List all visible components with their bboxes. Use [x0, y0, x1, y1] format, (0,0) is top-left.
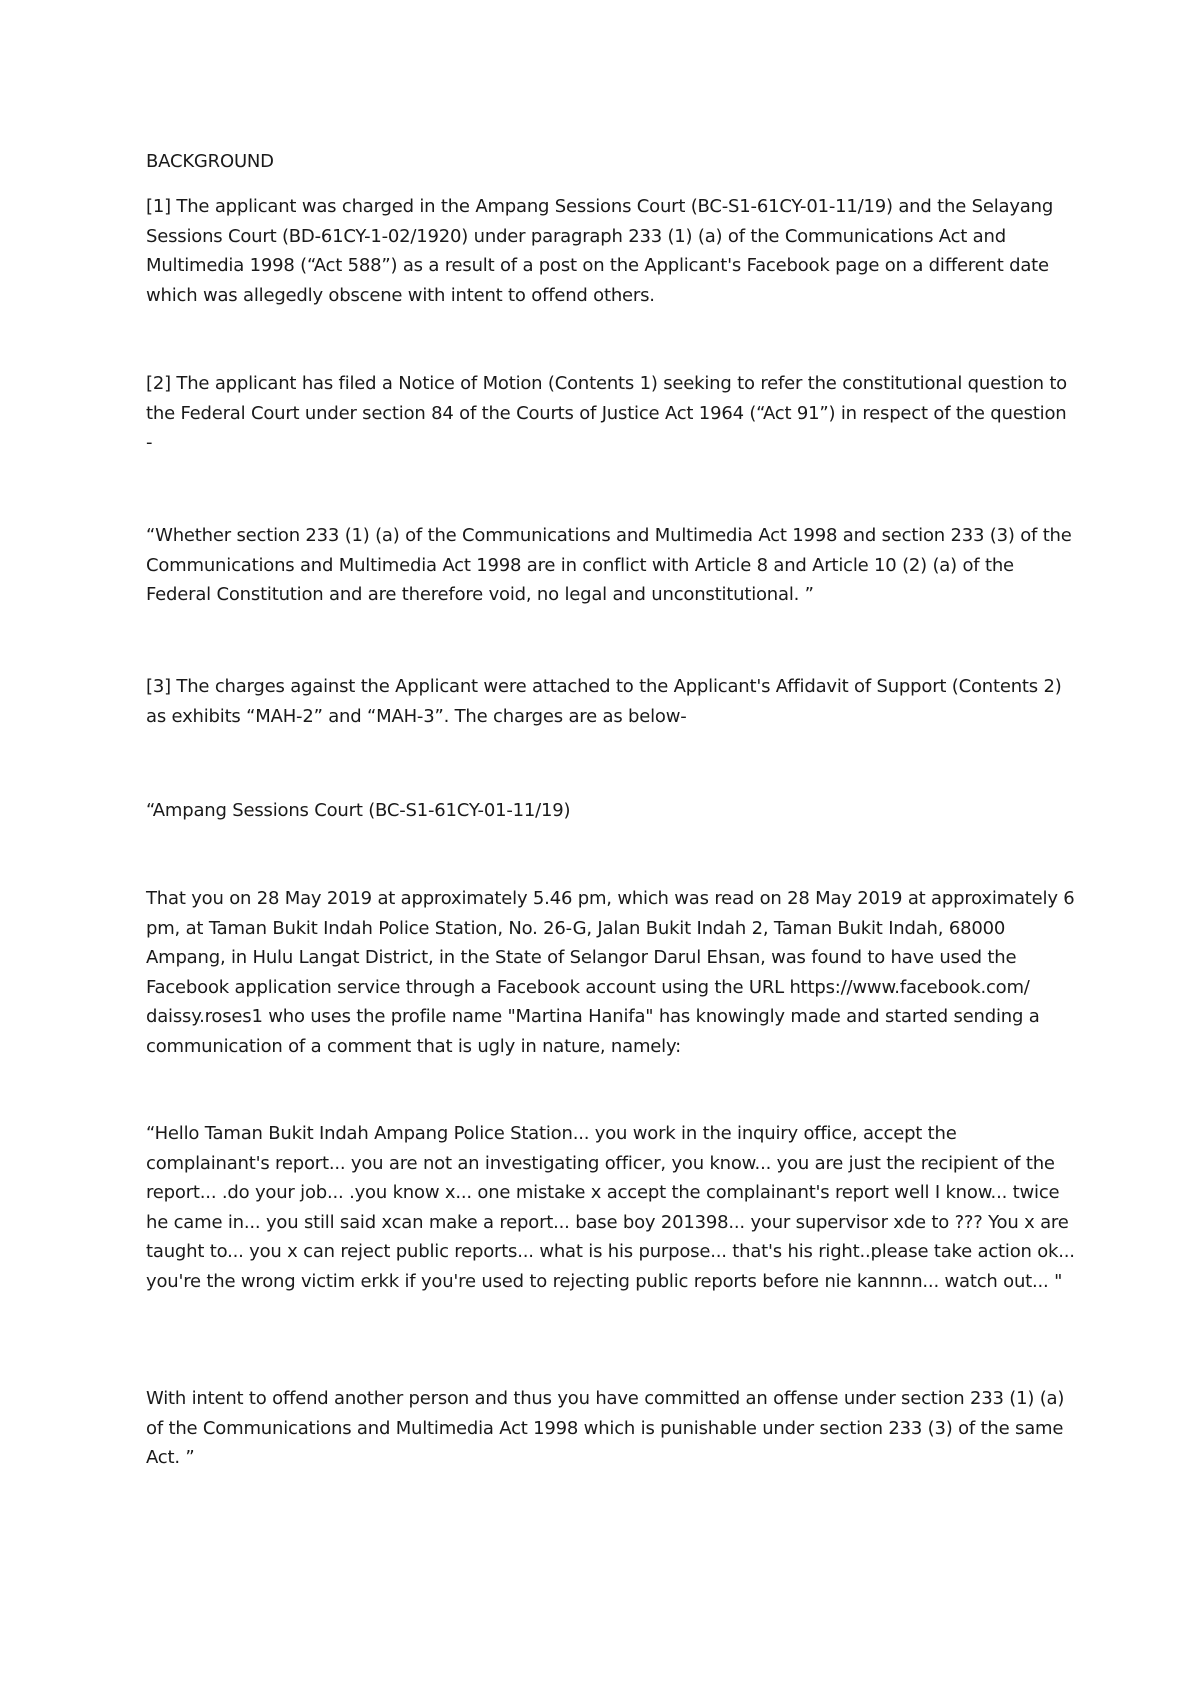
charge-court-heading: “Ampang Sessions Court (BC-S1-61CY-01-11/19)	[146, 800, 571, 821]
document-heading: BACKGROUND	[146, 151, 274, 172]
charge-description: That you on 28 May 2019 at approximately 5.46 pm, which was read on 28 May 2019 at approximately 6 pm, at Taman Bukit Indah Police Station, No. 26-G, Jalan Bukit Indah 2, Taman Bukit Indah, 68000 Ampang, in Hulu Langat District, in the State of Selangor Darul Ehsan, was found to have used the Facebook application service through a Facebook account using the URL https://www.facebook.com/ daissy.roses1 who uses the profile name "Martina Hanifa" has knowingly made and started sending a communication of a comment that is ugly in nature, namely:	[146, 888, 1075, 1057]
charge-conclusion: With intent to offend another person and thus you have committed an offense under section 233 (1) (a) of the Communications and Multimedia Act 1998 which is punishable under section 233 (3) of the same Act. ”	[146, 1388, 1065, 1468]
paragraph-3: [3] The charges against the Applicant were attached to the Applicant's Affidavit of Support (Contents 2) as exhibits “MAH-2” and “MAH-3”. The charges are as below-	[146, 676, 1062, 727]
paragraph-1: [1] The applicant was charged in the Ampang Sessions Court (BC-S1-61CY-01-11/19) and the Selayang Sessions Court (BD-61CY-1-02/1920) under paragraph 233 (1) (a) of the Communications Act and Multimedia 1998 (“Act 588”) as a result of a post on the Applicant's Facebook page on a different date which was allegedly obscene with intent to offend others.	[146, 196, 1054, 306]
quoted-comment: “Hello Taman Bukit Indah Ampang Police Station... you work in the inquiry office, accept the complainant's report... you are not an investigating officer, you know... you are just the recipient of the report... .do your job... .you know x... one mistake x accept the complainant's report well I know... twice he came in... you still said xcan make a report... base boy 201398... your supervisor xde to ??? You x are taught to... you x can reject public reports... what is his purpose... that's his right..please take action ok... you're the wrong victim erkk if you're used to rejecting public reports before nie kannnn... watch out... "	[146, 1123, 1075, 1292]
constitutional-question-quote: “Whether section 233 (1) (a) of the Communications and Multimedia Act 1998 and section 233 (3) of the Communications and Multimedia Act 1998 are in conflict with Article 8 and Article 10 (2) (a) of the Federal Constitution and are therefore void, no legal and unconstitutional. ”	[146, 525, 1072, 605]
paragraph-2: [2] The applicant has filed a Notice of Motion (Contents 1) seeking to refer the constitutional question to the Federal Court under section 84 of the Courts of Justice Act 1964 (“Act 91”) in respect of the question -	[146, 373, 1067, 453]
